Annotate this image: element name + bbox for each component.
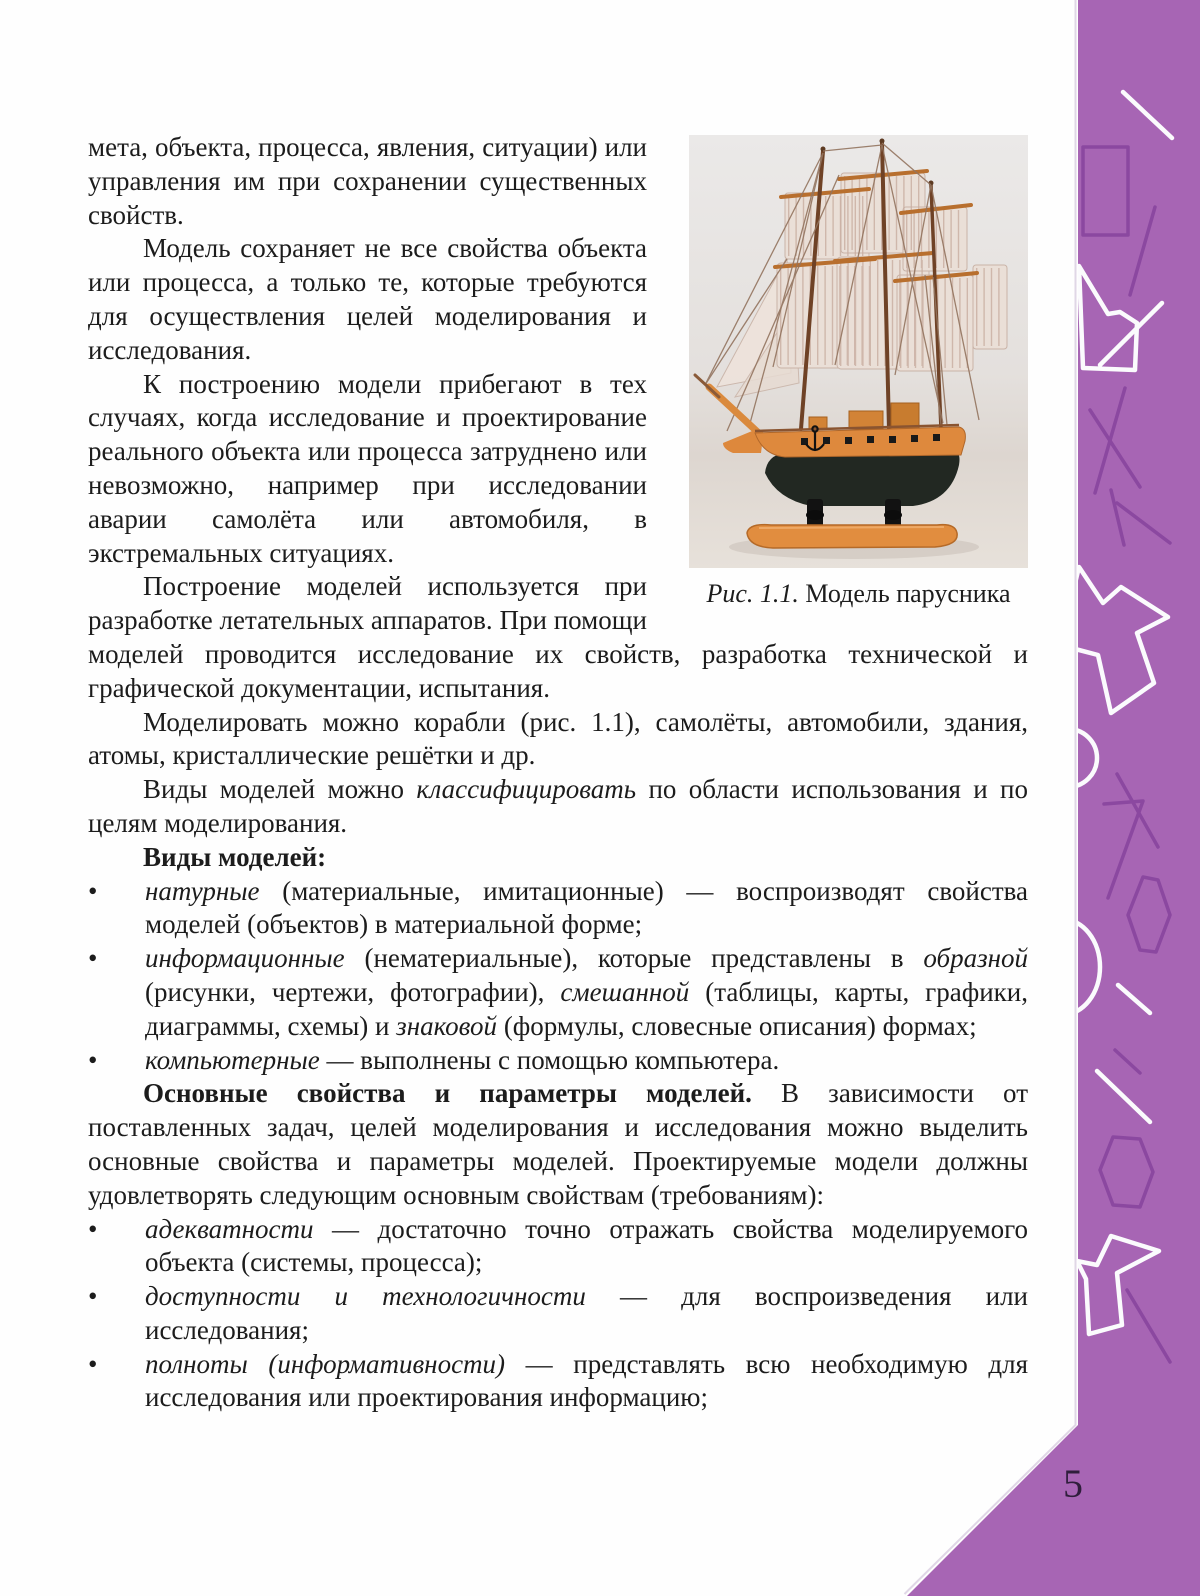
list-item-rest: — выполнены с помощью компьютера.	[319, 1044, 780, 1075]
list-item-text	[145, 875, 1028, 943]
bullet-marker: •	[88, 943, 98, 974]
list-item-rest: — для воспроизведения или исследования;	[145, 1281, 1028, 1345]
list-item-term: информационные	[145, 943, 345, 974]
list-item-computer-models	[88, 1044, 1028, 1078]
page-number: 5	[1063, 1461, 1083, 1506]
paragraph-6-run1: Виды моделей можно	[143, 774, 417, 805]
figure-caption-text: Модель парусника	[805, 579, 1011, 608]
figure-caption-label: Рис. 1.1.	[706, 579, 799, 608]
list-item-text	[145, 1213, 1028, 1281]
bullet-marker: •	[88, 1044, 98, 1075]
list-item-term: компьютерные	[145, 1044, 320, 1075]
list-item-text: информационные (нематериальные), которые представлены в образной (рисунки, чертежи, фотографии), смешанной (таблицы, карты, графики, диаграммы, схемы) и знаковой (формулы, словесные описания) формах;	[145, 943, 1029, 1041]
list-item-text	[145, 1044, 1028, 1078]
list-item-term: натурные	[145, 875, 260, 906]
paragraph-2: Модель сохраняет не все свойства объекта или процесса, а только те, которые требуются для осуществления целей моделирования и исследования.	[88, 233, 647, 365]
list-item-accessibility	[88, 1280, 1028, 1348]
ship-model-photo	[689, 135, 1028, 568]
list-item-rest: — представлять всю необходимую для исследования или проектирования информацию;	[145, 1348, 1029, 1413]
bullet-marker: •	[88, 1348, 98, 1379]
list-item-text	[145, 1348, 1028, 1416]
bullet-marker: •	[88, 875, 98, 906]
paragraph-7	[88, 1077, 1028, 1212]
paragraph-4: Построение моделей используется при разработке летательных аппаратов. При помощи моделей проводится исследование их свойств, разработка технической и графической документации, испытания.	[88, 571, 1028, 703]
list-item-completeness	[88, 1348, 1028, 1416]
list-item-rest: (материальные, имитационные) — воспроизводят свойства моделей (объектов) в материальной форме;	[145, 875, 1028, 940]
paragraph-6	[88, 773, 1028, 841]
list-item-natural-models	[88, 875, 1028, 943]
paragraph-7-text: В зависимости от поставленных задач, целей моделирования и исследования можно выделить основные свойства и параметры моделей. Проектируемые модели должны удовлетворять следующим основным свойствам (требованиям):	[88, 1078, 1028, 1210]
properties-heading: Основные свойства и параметры моделей.	[143, 1078, 752, 1109]
list-item-text	[145, 1280, 1028, 1348]
list-item-information-models	[88, 942, 1028, 1043]
paragraph-6-run2: классифицировать	[416, 774, 637, 805]
bullet-marker: •	[88, 1281, 98, 1312]
bullet-marker: •	[88, 1213, 98, 1244]
text-column	[88, 131, 1028, 1415]
list-item-term: адекватности	[145, 1213, 314, 1244]
list-item-adequacy	[88, 1213, 1028, 1281]
list-item-rest: — достаточно точно отражать свойства моделируемого объекта (системы, процесса);	[145, 1213, 1028, 1278]
list-item-term: полноты (информативности)	[145, 1348, 506, 1379]
kinds-heading: Виды моделей:	[143, 841, 327, 872]
paragraph-5: Моделировать можно корабли (рис. 1.1), самолёты, автомобили, здания, атомы, кристаллические решётки и др.	[88, 706, 1028, 771]
figure-caption	[689, 578, 1028, 610]
paragraph-1: мета, объекта, процесса, явления, ситуации) или управления им при сохранении существенных свойств.	[88, 132, 647, 230]
paragraph-6-run3: по области использования и по целям моделирования.	[88, 774, 1028, 838]
figure-ship-model	[689, 135, 1028, 610]
paragraph-3: К построению модели прибегают в тех случаях, когда исследование и проектирование реального объекта или процесса затруднено или невозможно, например при исследовании аварии самолёта или автомобиля, в экстремальных ситуациях.	[88, 368, 647, 568]
list-item-term: доступности и технологичности	[145, 1281, 586, 1312]
ship-illustration	[689, 135, 1028, 568]
